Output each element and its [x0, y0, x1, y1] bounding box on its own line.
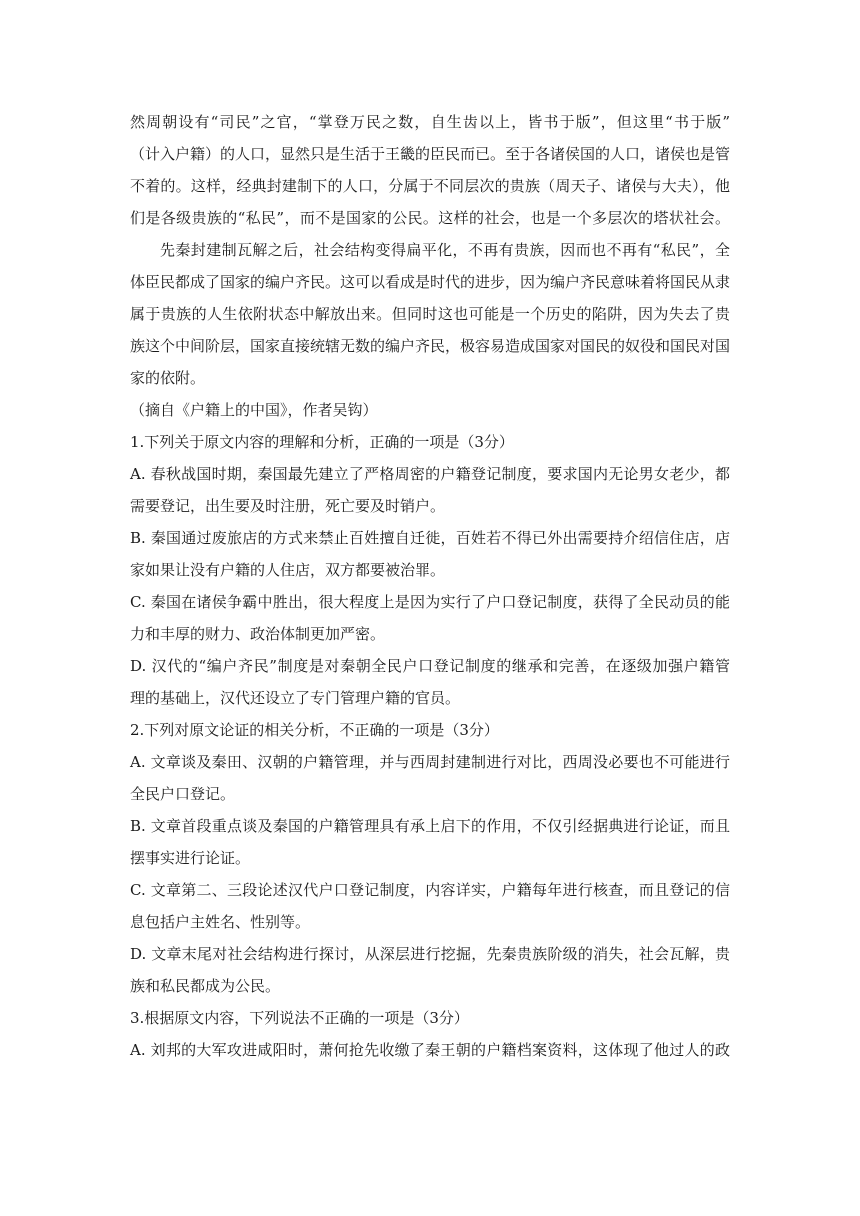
option-line: C. 秦国在诸侯争霸中胜出，很大程度上是因为实行了户口登记制度，获得了全民动员的能 [130, 593, 730, 611]
paragraph-line: （计入户籍）的人口，显然只是生活于王畿的臣民而已。至于各诸侯国的人口，诸侯也是管 [130, 145, 731, 163]
option-line: C. 文章第二、三段论述汉代户口登记制度，内容详实，户籍每年进行核查，而且登记的信 [130, 881, 730, 899]
question-3 [130, 1002, 730, 1066]
paragraph-line: 家的依附。 [130, 369, 206, 387]
option-d [130, 650, 730, 714]
option-line: B. 秦国通过废旅店的方式来禁止百姓擅自迁徙，百姓若不得已外出需要持介绍信住店，店 [130, 529, 730, 547]
question-stem: 3.根据原文内容，下列说法不正确的一项是（3分） [130, 1009, 469, 1027]
paragraph-line: 先秦封建制瓦解之后，社会结构变得扁平化，不再有贵族，因而也不再有“私民”，全 [160, 241, 730, 259]
option-line: A. 刘邦的大军攻进咸阳时，萧何抢先收缴了秦王朝的户籍档案资料，这体现了他过人的政 [130, 1041, 730, 1059]
option-line: 摆事实进行论证。 [130, 849, 251, 867]
option-c [130, 874, 730, 938]
paragraph-line: 体臣民都成了国家的编户齐民。这可以看成是时代的进步，因为编户齐民意味着将国民从隶 [130, 273, 731, 291]
paragraph-line: 属于贵族的人生依附状态中解放出来。但同时这也可能是一个历史的陷阱，因为失去了贵 [130, 305, 730, 323]
option-line: B. 文章首段重点谈及秦国的户籍管理具有承上启下的作用，不仅引经据典进行论证，而且 [130, 817, 730, 835]
option-b [130, 810, 730, 874]
paragraph-line: 不着的。这样，经典封建制下的人口，分属于不同层次的贵族（周天子、诸侯与大夫），他 [130, 177, 730, 195]
question-stem: 1.下列关于原文内容的理解和分析，正确的一项是（3分） [130, 433, 514, 451]
question-1 [130, 426, 730, 714]
option-d [130, 938, 730, 1002]
option-line: A. 文章谈及秦田、汉朝的户籍管理，并与西周封建制进行对比，西周没必要也不可能进行 [130, 753, 730, 771]
document-body [130, 106, 730, 1066]
option-line: 需要登记，出生要及时注册，死亡要及时销户。 [130, 497, 446, 515]
option-line: D. 汉代的“编户齐民”制度是对秦朝全民户口登记制度的继承和完善，在逐级加强户籍管 [130, 657, 730, 675]
option-line: 息包括户主姓名、性别等。 [130, 913, 311, 931]
source-citation: （摘自《户籍上的中国》，作者吴钩） [130, 401, 378, 419]
option-a [130, 746, 730, 810]
option-line: 家如果让没有户籍的人住店，双方都要被治罪。 [130, 561, 446, 579]
option-line: A. 春秋战国时期，秦国最先建立了严格周密的户籍登记制度，要求国内无论男女老少，都 [130, 465, 730, 483]
option-line: 理的基础上，汉代还设立了专门管理户籍的官员。 [130, 689, 461, 707]
paragraph-2 [130, 234, 730, 394]
paragraph-line: 然周朝设有“司民”之官，“掌登万民之数，自生齿以上，皆书于版”，但这里“书于版” [130, 113, 730, 131]
option-line: D. 文章末尾对社会结构进行探讨，从深层进行挖掘，先秦贵族阶级的消失，社会瓦解，贵 [130, 945, 730, 963]
paragraph-line: 族这个中间阶层，国家直接统辖无数的编户齐民，极容易造成国家对国民的奴役和国民对国 [130, 337, 731, 355]
question-stem: 2.下列对原文论证的相关分析，不正确的一项是（3分） [130, 721, 499, 739]
option-c [130, 586, 730, 650]
paragraph-1 [130, 106, 730, 234]
option-b [130, 522, 730, 586]
paragraph-line: 们是各级贵族的“私民”，而不是国家的公民。这样的社会，也是一个多层次的塔状社会。 [130, 209, 730, 227]
option-line: 力和丰厚的财力、政治体制更加严密。 [130, 625, 386, 643]
option-a [130, 458, 730, 522]
question-2 [130, 714, 730, 1002]
option-line: 族和私民都成为公民。 [130, 977, 281, 995]
option-a [130, 1034, 730, 1066]
option-line: 全民户口登记。 [130, 785, 236, 803]
